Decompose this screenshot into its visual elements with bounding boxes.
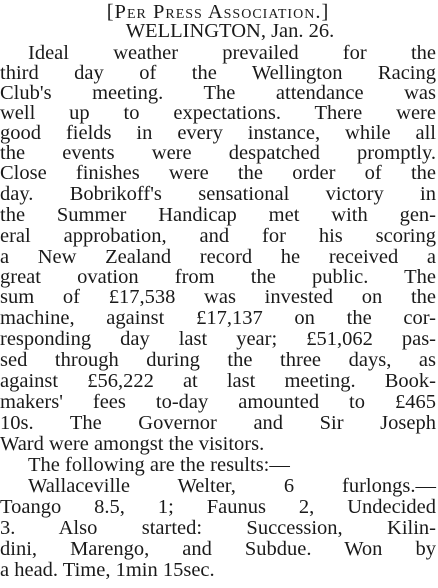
article-line: responding day last year; £51,062 pas- bbox=[0, 328, 436, 350]
article-line: third day of the Wellington Racing bbox=[0, 62, 436, 84]
results-heading: The following are the results:— bbox=[28, 454, 290, 476]
press-credit: [Per Press Association.] bbox=[106, 1, 330, 23]
article-line: Close finishes were the order of the bbox=[0, 162, 436, 184]
article-line: the Summer Handicap met with gen- bbox=[0, 204, 436, 226]
race-result-line: a head. Time, 1min 15sec. bbox=[0, 559, 215, 581]
article-line: great ovation from the public. The bbox=[0, 266, 436, 288]
article-line: good fields in every instance, while all bbox=[0, 122, 436, 144]
race-result-line: Toango 8.5, 1; Faunus 2, Undecided bbox=[0, 496, 436, 518]
article-line: machine, against £17,137 on the cor- bbox=[0, 307, 436, 329]
article-line: eral approbation, and for his scoring bbox=[0, 225, 436, 247]
article-line: Club's meeting. The attendance was bbox=[0, 82, 436, 104]
race-result-line: 3. Also started: Succession, Kilin- bbox=[0, 517, 436, 539]
article-line: against £56,222 at last meeting. Book- bbox=[0, 370, 436, 392]
article-line: sum of £17,538 was invested on the bbox=[0, 286, 436, 308]
article-line: 10s. The Governor and Sir Joseph bbox=[0, 412, 436, 434]
article-line: day. Bobrikoff's sensational victory in bbox=[0, 183, 436, 205]
article-line: Ideal weather prevailed for the bbox=[28, 42, 436, 64]
race-title: Wallaceville Welter, 6 furlongs.— bbox=[28, 475, 436, 497]
article-line: the events were despatched promptly. bbox=[0, 142, 436, 164]
article-line: sed through during the three days, as bbox=[0, 349, 436, 371]
article-line: makers' fees to-day amounted to £465 bbox=[0, 391, 436, 413]
dateline: WELLINGTON, Jan. 26. bbox=[125, 20, 335, 42]
race-result-line: dini, Marengo, and Subdue. Won by bbox=[0, 538, 436, 560]
article-line: Ward were amongst the visitors. bbox=[0, 433, 265, 455]
article-line: well up to expectations. There were bbox=[0, 102, 436, 124]
article-line: a New Zealand record he received a bbox=[0, 246, 436, 268]
